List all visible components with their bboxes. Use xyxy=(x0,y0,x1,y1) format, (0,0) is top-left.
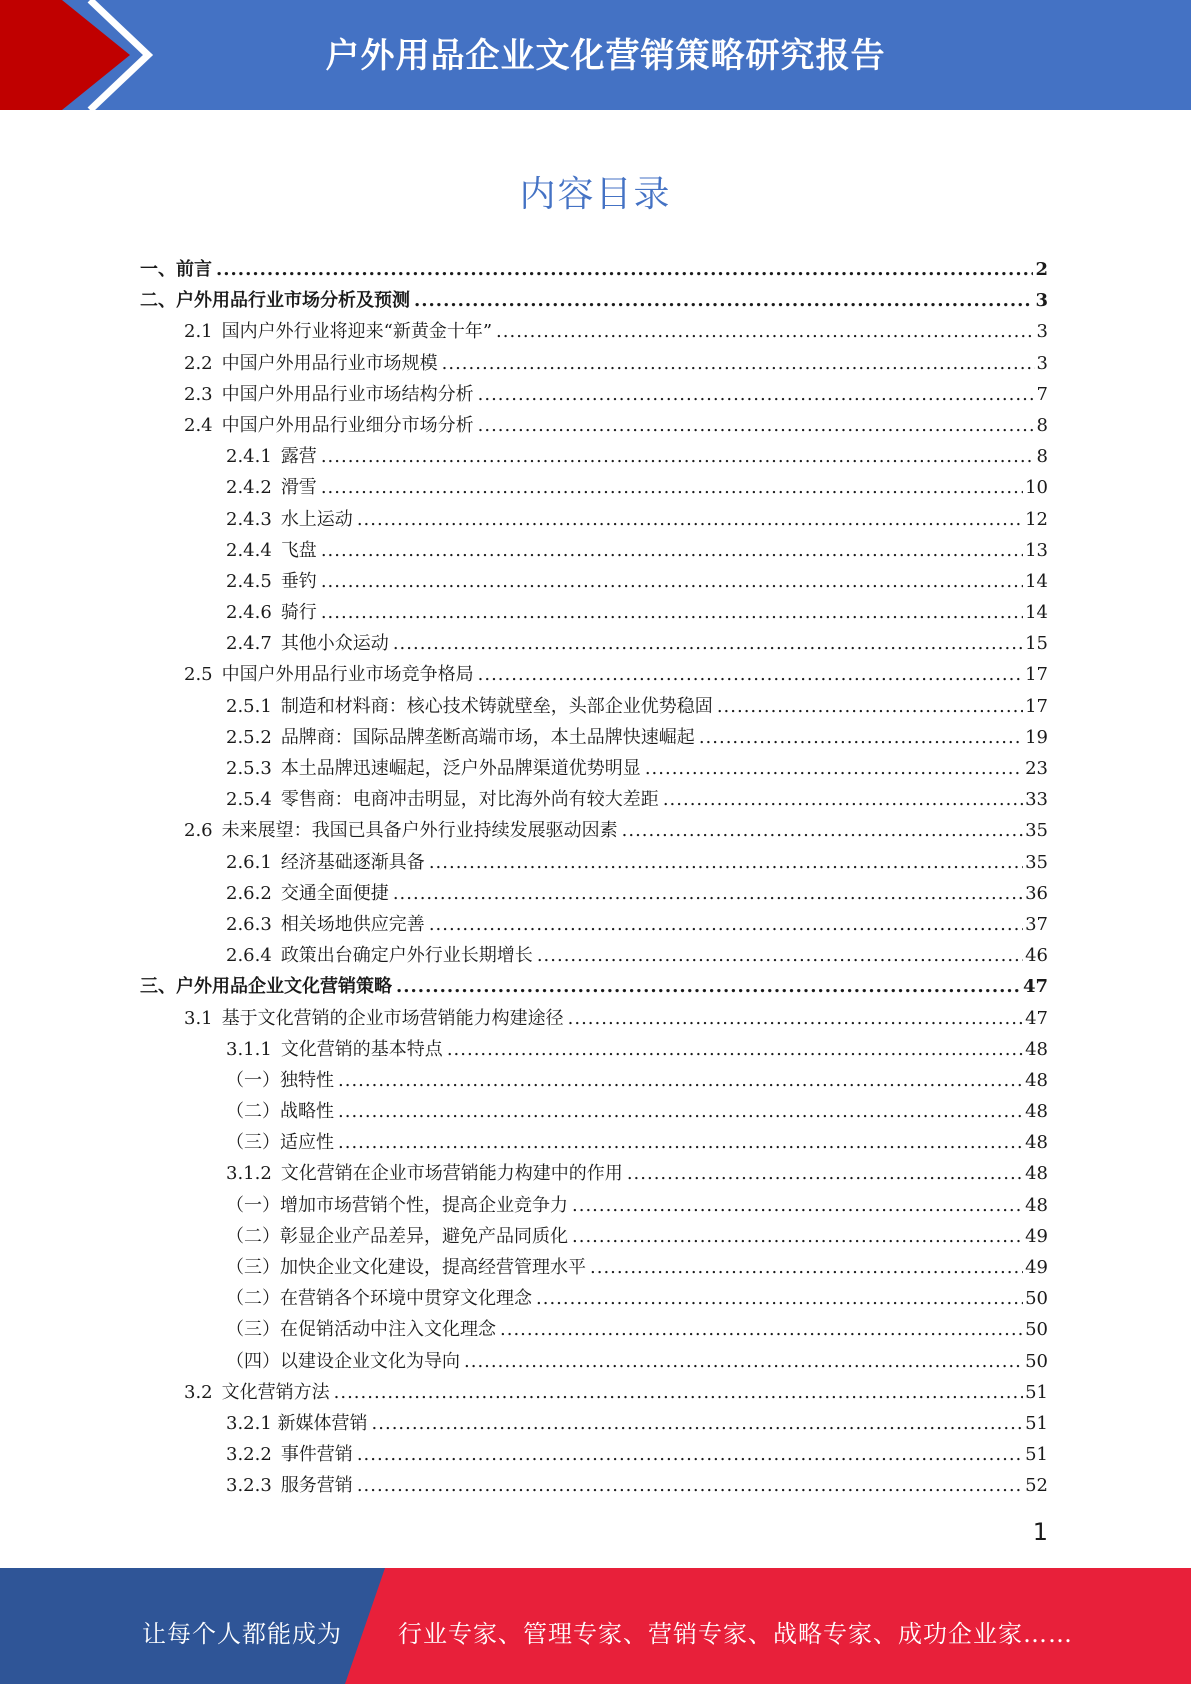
toc-entry-page: 49 xyxy=(1025,1225,1048,1247)
toc-dot-leader xyxy=(216,254,1033,285)
toc-entry[interactable] xyxy=(140,815,1048,846)
toc-dot-leader xyxy=(500,1314,1023,1345)
toc-entry-title: 政策出台确定户外行业长期增长 xyxy=(280,945,533,967)
report-header xyxy=(0,0,1191,110)
toc-entry[interactable] xyxy=(140,659,1048,690)
toc-entry-number: 3.1 xyxy=(184,1007,213,1029)
toc-entry[interactable] xyxy=(140,784,1048,815)
toc-entry-page: 3 xyxy=(1035,290,1048,312)
footer-banner xyxy=(0,1568,1191,1684)
toc-dot-leader xyxy=(321,535,1023,566)
toc-dot-leader xyxy=(429,909,1023,940)
toc-entry-title: 文化营销的基本特点 xyxy=(280,1038,443,1060)
toc-entry-page: 36 xyxy=(1025,882,1048,904)
toc-entry-title: （二）战略性 xyxy=(226,1101,334,1123)
toc-entry-title: 品牌商：国际品牌垄断高端市场，本土品牌快速崛起 xyxy=(280,726,695,748)
toc-entry-title: 中国户外用品行业市场结构分析 xyxy=(221,383,474,405)
toc-entry[interactable] xyxy=(140,254,1048,285)
toc-entry-page: 50 xyxy=(1025,1350,1048,1372)
toc-entry-page: 7 xyxy=(1036,383,1048,405)
toc-entry-title: 零售商：电商冲击明显，对比海外尚有较大差距 xyxy=(280,789,659,811)
toc-entry[interactable] xyxy=(140,753,1048,784)
toc-entry-title: 中国户外用品行业市场规模 xyxy=(221,352,438,374)
toc-entry[interactable] xyxy=(140,940,1048,971)
toc-entry[interactable] xyxy=(140,379,1048,410)
toc-entry[interactable] xyxy=(140,410,1048,441)
toc-entry-number: 2.6.1 xyxy=(226,851,272,873)
toc-dot-leader xyxy=(478,410,1035,441)
toc-entry-number: 2.4 xyxy=(184,414,213,436)
toc-entry[interactable] xyxy=(140,566,1048,597)
toc-dot-leader xyxy=(572,1190,1023,1221)
toc-entry-page: 51 xyxy=(1025,1412,1048,1434)
toc-dot-leader xyxy=(321,597,1023,628)
toc-dot-leader xyxy=(357,504,1023,535)
toc-entry-title: 文化营销在企业市场营销能力构建中的作用 xyxy=(280,1163,623,1185)
toc-entry-page: 50 xyxy=(1025,1319,1048,1341)
toc-entry-page: 3 xyxy=(1036,321,1048,343)
toc-entry-page: 12 xyxy=(1025,508,1048,530)
toc-entry-title: 经济基础逐渐具备 xyxy=(280,851,425,873)
toc-dot-leader xyxy=(699,722,1023,753)
toc-entry-title: 飞盘 xyxy=(280,539,317,561)
toc-entry-number: 3.1.1 xyxy=(226,1038,272,1060)
toc-entry-page: 14 xyxy=(1025,570,1048,592)
toc-entry[interactable] xyxy=(140,1096,1048,1127)
toc-entry-number: 2.3 xyxy=(184,383,213,405)
toc-entry-title: 中国户外用品行业市场竞争格局 xyxy=(221,664,474,686)
toc-dot-leader xyxy=(663,784,1023,815)
toc-entry-page: 50 xyxy=(1025,1288,1048,1310)
toc-entry-page: 48 xyxy=(1025,1101,1048,1123)
toc-entry-number: 2.6.2 xyxy=(226,882,272,904)
toc-entry-title: 水上运动 xyxy=(280,508,353,530)
toc-entry-number: 2.6 xyxy=(184,820,213,842)
toc-entry-title: 相关场地供应完善 xyxy=(280,913,425,935)
toc-entry[interactable] xyxy=(140,1377,1048,1408)
toc-entry-page: 48 xyxy=(1025,1163,1048,1185)
toc-entry-title: 露营 xyxy=(280,446,317,468)
toc-entry-number: 3.2 xyxy=(184,1381,213,1403)
toc-entry-page: 51 xyxy=(1025,1381,1048,1403)
toc-entry[interactable] xyxy=(140,1034,1048,1065)
toc-dot-leader xyxy=(717,691,1023,722)
toc-entry-title: 垂钓 xyxy=(280,570,317,592)
toc-entry-page: 15 xyxy=(1025,633,1048,655)
toc-dot-leader xyxy=(572,1221,1023,1252)
toc-entry-title: 未来展望：我国已具备户外行业持续发展驱动因素 xyxy=(221,820,618,842)
toc-dot-leader xyxy=(338,1065,1023,1096)
toc-entry-page: 49 xyxy=(1025,1257,1048,1278)
toc-entry-title: （三）适应性 xyxy=(226,1132,334,1154)
toc-entry-title: 二、户外用品行业市场分析及预测 xyxy=(140,290,410,312)
toc-entry-title: 基于文化营销的企业市场营销能力构建途径 xyxy=(221,1007,564,1029)
toc-entry[interactable] xyxy=(140,1065,1048,1096)
toc-entry-title: （四）以建设企业文化为导向 xyxy=(226,1350,460,1372)
toc-dot-leader xyxy=(414,285,1033,316)
toc-entry-number: 3.2.3 xyxy=(226,1475,272,1497)
toc-entry-title: 骑行 xyxy=(280,602,317,624)
toc-entry[interactable] xyxy=(140,1252,1048,1283)
toc-entry[interactable] xyxy=(140,1439,1048,1470)
toc-dot-leader xyxy=(357,1439,1023,1470)
toc-dot-leader xyxy=(447,1034,1023,1065)
toc-entry[interactable] xyxy=(140,1221,1048,1252)
toc-entry-number: 2.4.2 xyxy=(226,477,272,499)
toc-entry[interactable] xyxy=(140,1470,1048,1501)
toc-entry[interactable] xyxy=(140,847,1048,878)
toc-entry-page: 14 xyxy=(1025,602,1048,624)
footer-slogan-right: 行业专家、管理专家、营销专家、战略专家、成功企业家…… xyxy=(398,1620,1073,1648)
toc-entry-page: 52 xyxy=(1025,1475,1048,1497)
toc-entry-page: 48 xyxy=(1025,1132,1048,1154)
toc-entry-title: 滑雪 xyxy=(280,477,317,499)
toc-entry[interactable] xyxy=(140,1127,1048,1158)
report-title: 户外用品企业文化营销策略研究报告 xyxy=(325,36,886,76)
toc-entry-page: 17 xyxy=(1025,664,1048,686)
toc-entry-number: 2.4.6 xyxy=(226,602,272,624)
toc-entry-page: 3 xyxy=(1036,352,1048,374)
toc-entry-page: 35 xyxy=(1025,820,1048,842)
toc-entry-title: 一、前言 xyxy=(140,259,212,280)
toc-dot-leader xyxy=(537,940,1023,971)
toc-dot-leader xyxy=(372,1408,1024,1439)
toc-entry[interactable] xyxy=(140,971,1048,1002)
toc-entry-number: 2.4.5 xyxy=(226,570,272,592)
toc-dot-leader xyxy=(357,1470,1023,1501)
toc-entry-title: （三）在促销活动中注入文化理念 xyxy=(226,1319,496,1341)
toc-entry-title: 中国户外用品行业细分市场分析 xyxy=(221,414,474,436)
toc-entry-number: 2.6.3 xyxy=(226,913,272,935)
toc-entry-title: 制造和材料商：核心技术铸就壁垒，头部企业优势稳固 xyxy=(280,695,713,717)
toc-entry-number: 2.1 xyxy=(184,321,213,343)
toc-entry-page: 2 xyxy=(1035,259,1048,280)
toc-entry-title: （三）加快企业文化建设，提高经营管理水平 xyxy=(226,1257,586,1278)
toc-entry-title: 三、户外用品企业文化营销策略 xyxy=(140,976,392,998)
toc-entry-page: 47 xyxy=(1022,976,1048,998)
toc-entry[interactable] xyxy=(140,1346,1048,1377)
toc-entry-number: 2.5.1 xyxy=(226,695,272,717)
toc-dot-leader xyxy=(627,1158,1023,1189)
toc-entry-number: 2.6.4 xyxy=(226,945,272,967)
toc-entry[interactable] xyxy=(140,348,1048,379)
toc-dot-leader xyxy=(321,441,1035,472)
toc-entry-page: 8 xyxy=(1036,414,1048,436)
toc-entry[interactable] xyxy=(140,285,1048,316)
toc-entry-number: 2.4.3 xyxy=(226,508,272,530)
toc-dot-leader xyxy=(396,971,1021,1002)
toc-entry-title: 国内户外行业将迎来“新黄金十年” xyxy=(221,321,493,343)
toc-dot-leader xyxy=(393,628,1023,659)
toc-entry-number: 2.5.4 xyxy=(226,789,272,811)
toc-entry-number: 2.5 xyxy=(184,664,213,686)
toc-entry-page: 17 xyxy=(1025,695,1048,717)
toc-dot-leader xyxy=(568,1003,1023,1034)
toc-entry-page: 23 xyxy=(1025,758,1048,779)
toc-entry[interactable] xyxy=(140,441,1048,472)
page-number: 1 xyxy=(1032,1518,1048,1546)
toc-entry[interactable] xyxy=(140,316,1048,347)
footer-slogan-left: 让每个人都能成为 xyxy=(142,1620,342,1648)
toc-entry[interactable] xyxy=(140,628,1048,659)
toc-entry-page: 48 xyxy=(1025,1069,1048,1091)
toc-entry[interactable] xyxy=(140,597,1048,628)
toc-dot-leader xyxy=(478,379,1035,410)
toc-entry-page: 51 xyxy=(1025,1444,1048,1466)
toc-entry[interactable] xyxy=(140,1408,1048,1439)
toc-entry[interactable] xyxy=(140,1003,1048,1034)
toc-entry-title: （一）独特性 xyxy=(226,1069,334,1091)
toc-entry-number: 2.5.2 xyxy=(226,726,272,748)
toc-entry[interactable] xyxy=(140,722,1048,753)
table-of-contents xyxy=(140,254,1048,1502)
toc-entry[interactable] xyxy=(140,504,1048,535)
toc-entry-number: 2.4.4 xyxy=(226,539,272,561)
toc-entry-page: 48 xyxy=(1025,1038,1048,1060)
toc-dot-leader xyxy=(478,659,1023,690)
toc-dot-leader xyxy=(442,348,1035,379)
toc-entry[interactable] xyxy=(140,1158,1048,1189)
toc-entry-number: 3.1.2 xyxy=(226,1163,272,1185)
toc-entry-page: 33 xyxy=(1025,789,1048,811)
toc-entry-title: （二）彰显企业产品差异，避免产品同质化 xyxy=(226,1225,568,1247)
toc-dot-leader xyxy=(622,815,1023,846)
toc-entry-page: 35 xyxy=(1025,851,1048,873)
toc-entry-title: 其他小众运动 xyxy=(280,633,389,655)
toc-dot-leader xyxy=(338,1096,1023,1127)
toc-entry[interactable] xyxy=(140,909,1048,940)
toc-dot-leader xyxy=(334,1377,1023,1408)
toc-dot-leader xyxy=(321,472,1023,503)
toc-entry[interactable] xyxy=(140,878,1048,909)
toc-entry-number: 3.2.2 xyxy=(226,1444,272,1466)
toc-entry-title: 3.2.1 新媒体营销 xyxy=(226,1412,368,1434)
toc-entry[interactable] xyxy=(140,1283,1048,1314)
toc-dot-leader xyxy=(645,753,1023,784)
toc-entry-page: 48 xyxy=(1025,1194,1048,1216)
toc-entry-page: 8 xyxy=(1036,446,1048,468)
toc-entry-title: 本土品牌迅速崛起，泛户外品牌渠道优势明显 xyxy=(280,758,641,779)
toc-entry-number: 2.4.1 xyxy=(226,446,272,468)
toc-entry-number: 2.2 xyxy=(184,352,213,374)
toc-entry-title: 文化营销方法 xyxy=(221,1381,330,1403)
toc-entry-page: 19 xyxy=(1025,726,1048,748)
toc-heading: 内容目录 xyxy=(519,174,672,215)
toc-dot-leader xyxy=(536,1283,1023,1314)
toc-entry[interactable] xyxy=(140,691,1048,722)
toc-entry[interactable] xyxy=(140,1314,1048,1345)
toc-dot-leader xyxy=(393,878,1023,909)
toc-entry-title: 事件营销 xyxy=(280,1444,353,1466)
toc-entry[interactable] xyxy=(140,472,1048,503)
toc-dot-leader xyxy=(590,1252,1023,1283)
toc-dot-leader xyxy=(429,847,1023,878)
toc-entry-page: 47 xyxy=(1025,1007,1048,1029)
toc-entry-title: （二）在营销各个环境中贯穿文化理念 xyxy=(226,1288,532,1310)
toc-entry-page: 13 xyxy=(1025,539,1048,561)
toc-entry-number: 2.5.3 xyxy=(226,758,272,779)
toc-entry-number: 2.4.7 xyxy=(226,633,272,655)
toc-entry-title: （一）增加市场营销个性，提高企业竞争力 xyxy=(226,1194,568,1216)
toc-entry-page: 46 xyxy=(1025,945,1048,967)
toc-dot-leader xyxy=(464,1346,1023,1377)
toc-entry-title: 服务营销 xyxy=(280,1475,353,1497)
toc-entry[interactable] xyxy=(140,535,1048,566)
toc-entry-title: 交通全面便捷 xyxy=(280,882,389,904)
toc-entry-page: 10 xyxy=(1025,477,1048,499)
toc-dot-leader xyxy=(338,1127,1023,1158)
toc-entry-page: 37 xyxy=(1025,913,1048,935)
toc-dot-leader xyxy=(321,566,1023,597)
toc-dot-leader xyxy=(496,316,1035,347)
toc-entry[interactable] xyxy=(140,1190,1048,1221)
